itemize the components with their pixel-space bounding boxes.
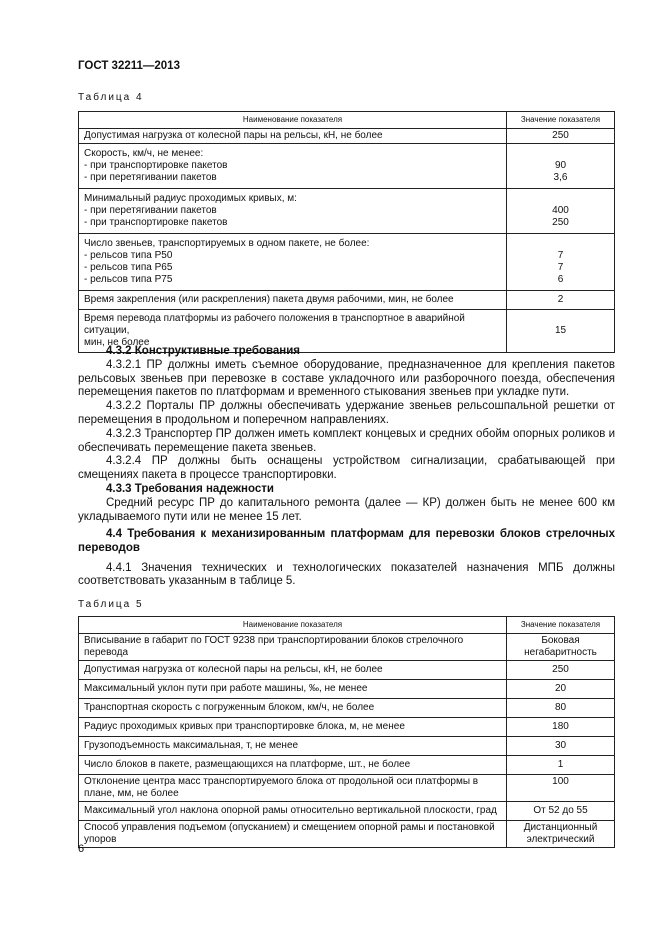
paragraph: Средний ресурс ПР до капитального ремонта (далее — КР) должен быть не менее 600 км укладываемого пути или не менее 15 лет. (78, 496, 615, 523)
table-5-header-value: Значение показателя (507, 617, 615, 634)
row-name: Максимальный угол наклона опорной рамы относительно вертикальной плоскости, град (79, 802, 507, 821)
page-number: 6 (78, 843, 85, 855)
row-value: 400 (552, 205, 569, 216)
row-value: 15 (554, 325, 567, 336)
row-value: От 52 до 55 (507, 802, 615, 821)
row-name: - рельсов типа Р75 (84, 274, 173, 285)
row-name: Отклонение центра масс транспортируемого блока от продольной оси платформы в плане, мм, не более (79, 775, 507, 802)
row-value: 3,6 (553, 172, 568, 183)
paragraph: 4.3.2.2 Порталы ПР должны обеспечивать удержание звеньев рельсошпальной решетки от перемещения в продольном и поперечном направлениях. (78, 400, 615, 426)
section-heading: 4.3.2 Конструктивные требования (106, 345, 301, 357)
table-row (79, 634, 615, 661)
table-row (79, 737, 615, 756)
row-value (512, 238, 609, 250)
table-row (79, 661, 615, 680)
table-row (79, 699, 615, 718)
row-name: - рельсов типа Р50 (84, 250, 173, 261)
row-name: - при транспортировке пакетов (84, 160, 228, 171)
section-heading: 4.3.3 Требования надежности (106, 482, 274, 495)
row-value: 7 (557, 250, 564, 261)
section-heading: 4.4 Требования к механизированным платформам для перевозки блоков стрелочных переводов (78, 528, 615, 554)
row-name: - при перетягивании пакетов (84, 172, 217, 183)
row-name: Скорость, км/ч, не менее: (84, 148, 204, 159)
table-row (79, 775, 615, 802)
row-name: Число звеньев, транспортируемых в одном пакете, не более: (84, 238, 370, 249)
row-name: - рельсов типа Р65 (84, 262, 173, 273)
row-name: Время закрепления (или раскрепления) пакета двумя рабочими, мин, не более (84, 294, 454, 305)
table-5-header-name: Наименование показателя (79, 617, 507, 634)
row-value: 2 (557, 294, 564, 305)
row-name: Время перевода платформы из рабочего положения в транспортное в аварийной ситуации, (84, 313, 465, 336)
table-row (79, 189, 615, 234)
table-4-header-name: Наименование показателя (79, 112, 507, 129)
row-value: 90 (554, 160, 567, 171)
document-code: ГОСТ 32211—2013 (78, 60, 180, 72)
paragraph: 4.4.1 Значения технических и технологических показателей назначения МПБ должны соответствовать указанным в таблице 5. (78, 561, 615, 588)
row-name: Число блоков в пакете, размещающихся на платформе, шт., не более (79, 756, 507, 775)
table-row (79, 802, 615, 821)
table-row (79, 680, 615, 699)
table-row (79, 291, 615, 310)
row-value (512, 193, 609, 205)
table-row (79, 129, 615, 144)
table-5-caption: Таблица 5 (78, 599, 144, 610)
row-name: Вписывание в габарит по ГОСТ 9238 при транспортировании блоков стрелочного перевода (79, 634, 507, 661)
row-value: 250 (552, 217, 569, 228)
table-row (79, 718, 615, 737)
section-4-3-2 (78, 345, 615, 524)
paragraph: 4.3.2.4 ПР должны быть оснащены устройством сигнализации, срабатывающей при смещениях пакета в процессе транспортировки. (78, 455, 615, 482)
row-value: 1 (507, 756, 615, 775)
row-value: 100 (507, 775, 615, 802)
row-name: Допустимая нагрузка от колесной пары на рельсы, кН, не более (79, 661, 507, 680)
row-value: Боковая негабаритность (507, 634, 615, 661)
table-5 (78, 616, 615, 848)
table-4-header-value: Значение показателя (507, 112, 615, 129)
table-row (79, 821, 615, 848)
row-value: 80 (507, 699, 615, 718)
paragraph: 4.3.2.3 Транспортер ПР должен иметь комплект концевых и средних обойм опорных роликов и обеспечивать перемещение пакета звеньев. (78, 427, 615, 454)
table-row (79, 234, 615, 291)
row-value: 30 (507, 737, 615, 756)
table-row (79, 144, 615, 189)
row-value (512, 148, 609, 160)
row-value: 6 (557, 274, 564, 285)
row-value: 7 (557, 262, 564, 273)
row-name: Грузоподъемность максимальная, т, не менее (79, 737, 507, 756)
row-name: - при транспортировке пакетов (84, 217, 228, 228)
row-value: 20 (507, 680, 615, 699)
row-value: 250 (552, 130, 569, 141)
row-name: Способ управления подъемом (опусканием) и смещением опорной рамы и постановкой упоров (79, 821, 507, 848)
row-name: Максимальный уклон пути при работе машины, ‰, не менее (79, 680, 507, 699)
paragraph: 4.3.2.1 ПР должны иметь съемное оборудование, предназначенное для крепления пакетов рельсовых звеньев при перевозке в составе укладочного или разборочного поезда, обеспечения перемещения пакетов по платформам и временного стыкования звеньев при укладке пути. (78, 358, 615, 399)
table-4-caption: Таблица 4 (78, 92, 144, 103)
table-4 (78, 111, 615, 353)
row-name: Радиус проходимых кривых при транспортировке блока, м, не менее (79, 718, 507, 737)
row-value (512, 313, 609, 325)
row-name: Допустимая нагрузка от колесной пары на рельсы, кН, не более (84, 130, 383, 141)
row-name: мин, не более (84, 337, 150, 348)
section-4-4 (78, 528, 615, 589)
row-name: Транспортная скорость с погруженным блоком, км/ч, не более (79, 699, 507, 718)
row-value: 250 (507, 661, 615, 680)
table-row (79, 756, 615, 775)
row-value: 180 (507, 718, 615, 737)
row-name: - при перетягивании пакетов (84, 205, 217, 216)
row-name: Минимальный радиус проходимых кривых, м: (84, 193, 297, 204)
row-value: Дистанционный электрический (507, 821, 615, 848)
